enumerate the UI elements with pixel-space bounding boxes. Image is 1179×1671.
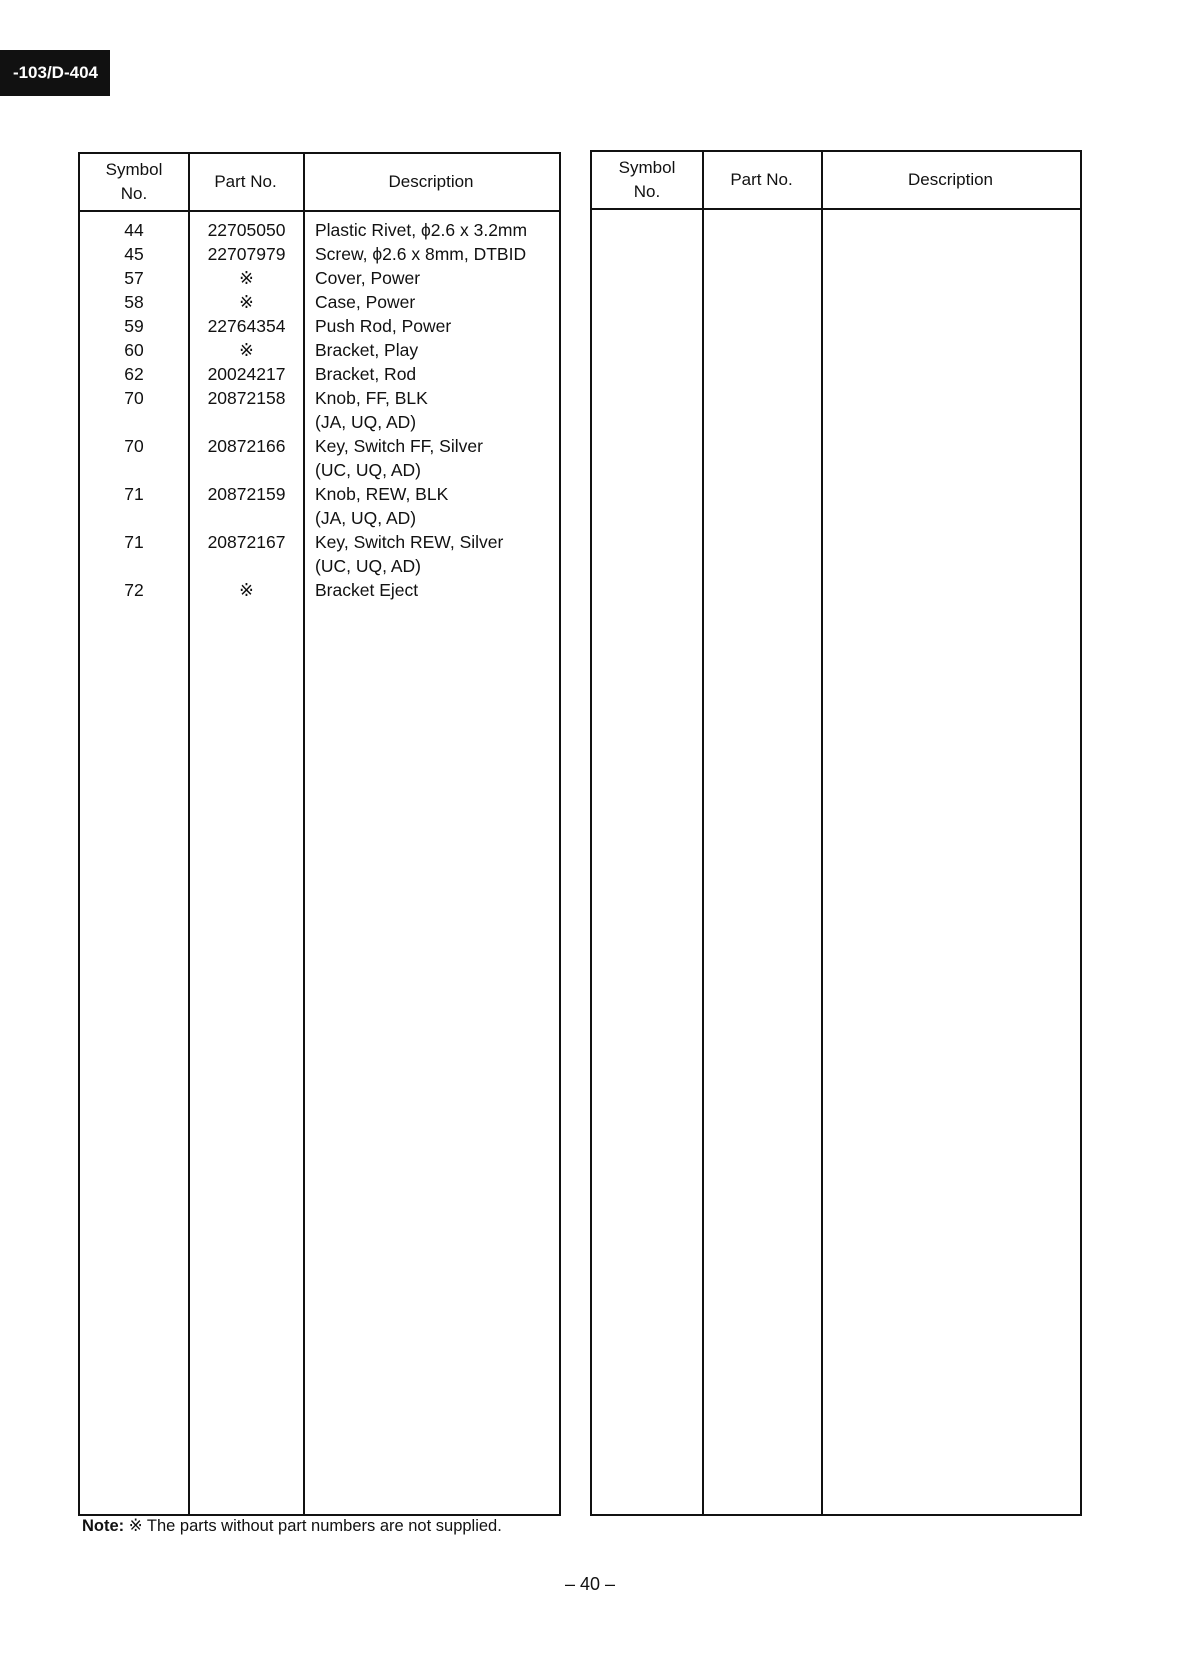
cell-symbol: 72 [124, 580, 144, 600]
cell-symbol: 70 [124, 436, 144, 456]
table-row [80, 578, 559, 602]
cell-symbol: 60 [124, 340, 144, 360]
cell-description: Key, Switch FF, Silver (UC, UQ, AD) [315, 436, 483, 480]
table-row [80, 386, 559, 434]
cell-part-no: ※ [239, 340, 254, 360]
cell-description: Case, Power [315, 292, 416, 312]
cell-part-no: 20872167 [207, 532, 286, 552]
model-tab [0, 50, 110, 96]
cell-description: Knob, FF, BLK (JA, UQ, AD) [315, 388, 428, 432]
cell-description: Bracket, Rod [315, 364, 417, 384]
cell-description: Screw, ϕ2.6 x 8mm, DTBID [315, 244, 527, 264]
footnote [82, 1516, 502, 1536]
cell-part-no: 20024217 [207, 364, 286, 384]
table-row [80, 362, 559, 386]
header-divider [592, 208, 1080, 210]
parts-table-left [78, 152, 561, 1516]
cell-symbol: 57 [124, 268, 144, 288]
table-row [80, 314, 559, 338]
column-header-symbol: Symbol No. [105, 160, 163, 203]
column-divider [702, 152, 704, 1514]
cell-description: Push Rod, Power [315, 316, 452, 336]
note-text: ※ The parts without part numbers are not supplied. [128, 1517, 502, 1535]
table-row [80, 338, 559, 362]
cell-description: Key, Switch REW, Silver (UC, UQ, AD) [315, 532, 504, 576]
cell-description: Cover, Power [315, 268, 421, 288]
cell-part-no: ※ [239, 268, 254, 288]
column-divider [821, 152, 823, 1514]
cell-symbol: 45 [124, 244, 144, 264]
cell-part-no: ※ [239, 292, 254, 312]
table-row [80, 530, 559, 578]
cell-symbol: 59 [124, 316, 144, 336]
table-row [80, 290, 559, 314]
model-tab-label: -103/D-404 [12, 63, 98, 82]
header-divider [80, 210, 559, 212]
table-row [80, 218, 559, 242]
cell-part-no: 20872159 [207, 484, 286, 504]
cell-symbol: 70 [124, 388, 144, 408]
page-number: – 40 – [564, 1574, 616, 1594]
cell-part-no: 20872166 [207, 436, 286, 456]
table-row [80, 242, 559, 266]
cell-description: Plastic Rivet, ϕ2.6 x 3.2mm [315, 220, 528, 240]
cell-part-no: ※ [239, 580, 254, 600]
column-header-part-no: Part No. [214, 172, 277, 191]
table-row [80, 434, 559, 482]
column-header-part-no: Part No. [730, 170, 793, 189]
cell-description: Knob, REW, BLK (JA, UQ, AD) [315, 484, 449, 528]
cell-description: Bracket Eject [315, 580, 419, 600]
cell-symbol: 44 [124, 220, 144, 240]
table-body [80, 218, 559, 602]
cell-symbol: 58 [124, 292, 144, 312]
cell-part-no: 22764354 [207, 316, 286, 336]
note-label: Note: [82, 1517, 125, 1535]
cell-symbol: 62 [124, 364, 144, 384]
cell-description: Bracket, Play [315, 340, 419, 360]
table-row [80, 482, 559, 530]
cell-symbol: 71 [124, 484, 144, 504]
cell-part-no: 22707979 [207, 244, 286, 264]
cell-part-no: 20872158 [207, 388, 286, 408]
cell-part-no: 22705050 [207, 220, 286, 240]
column-header-symbol: Symbol No. [618, 158, 676, 201]
cell-symbol: 71 [124, 532, 144, 552]
table-row [80, 266, 559, 290]
parts-table-right [590, 150, 1082, 1516]
column-header-description: Description [388, 172, 474, 191]
column-header-description: Description [907, 170, 994, 189]
